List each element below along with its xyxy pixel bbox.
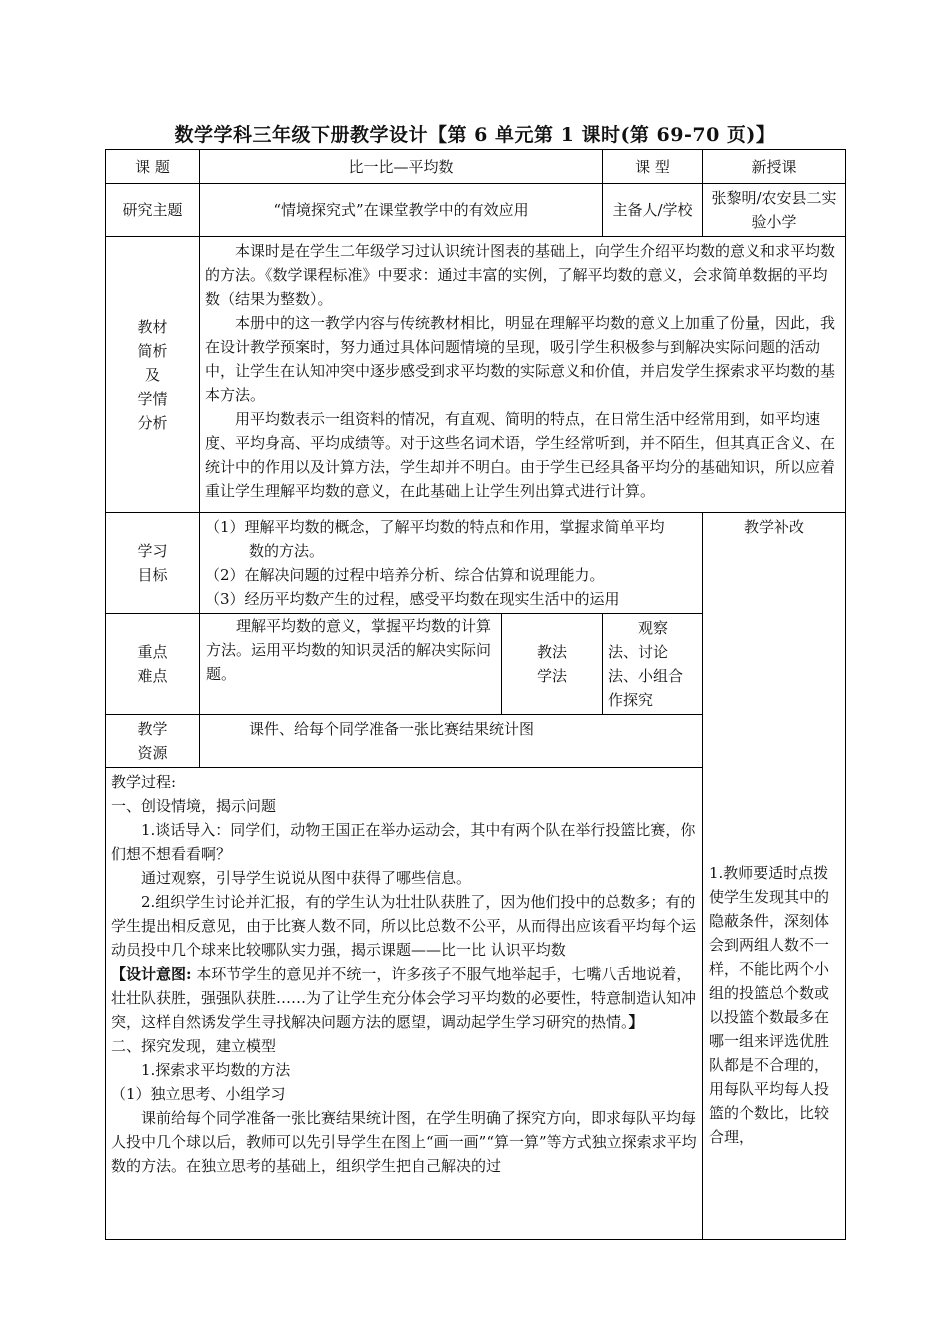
method-text xyxy=(603,614,703,715)
design-intent-end: 】 xyxy=(628,1013,644,1031)
method-paragraph: 观察法、讨论法、小组合作探究 xyxy=(608,619,684,709)
process-line: 课前给每个同学准备一张比赛结果统计图，在学生明确了探究方向，即求每队平均每人投中几个球以后，教师可以先引导学生在图上“画一画”“算一算”等方式独立探索求平均数的方法。在独立思考的基础上，组织学生把自己解决的过 xyxy=(111,1109,697,1175)
goals-label-line: 目标 xyxy=(137,566,168,584)
revision-column xyxy=(703,513,846,1240)
method-label xyxy=(502,614,603,715)
process-line: 一、创设情境，揭示问题 xyxy=(111,797,277,815)
analysis-paragraph: 用平均数表示一组资料的情况，有直观、简明的特点，在日常生活中经常用到，如平均速度、平均身高、平均成绩等。对于这些名词术语，学生经常听到，并不陌生，但其真正含义、在统计中的作用以及计算方法，学生却并不明白。由于学生已经具备平均分的基础知识，所以应着重让学生理解平均数的意义，在此基础上让学生列出算式进行计算。 xyxy=(205,410,836,500)
analysis-label-line: 简析 xyxy=(137,341,168,360)
row-theme xyxy=(106,184,846,237)
resources-label-line: 资源 xyxy=(137,744,168,762)
goal-item: （1）理解平均数的概念，了解平均数的特点和作用，掌握求简单平均 xyxy=(205,518,665,536)
focus-label-line: 难点 xyxy=(137,667,168,685)
page-title: 数学学科三年级下册教学设计【第 6 单元第 1 课时(第 69-70 页)】 xyxy=(174,124,776,146)
topic-value: 比一比—平均数 xyxy=(200,150,603,184)
resources-label xyxy=(106,715,200,768)
author-label: 主备人/学校 xyxy=(603,184,703,237)
resources-label-line: 教学 xyxy=(137,720,168,738)
analysis-label-line: 学情 xyxy=(137,389,168,408)
analysis-label-line: 分析 xyxy=(137,413,168,432)
focus-text xyxy=(200,614,502,715)
process-line: 二、探究发现，建立模型 xyxy=(111,1037,277,1055)
type-label: 课 型 xyxy=(603,150,703,184)
theme-label: 研究主题 xyxy=(106,184,200,237)
focus-label-line: 重点 xyxy=(137,643,168,661)
focus-label xyxy=(106,614,200,715)
revision-note: 1.教师要适时点拨使学生发现其中的隐蔽条件，深刻体会到两组人数不一样，不能比两个小组的投篮总个数或以投篮个数最多在哪一组来评选优胜队都是不合理的，用每队平均每人投篮的个数比，比较合理， xyxy=(709,864,830,1146)
resources-text xyxy=(200,715,703,768)
design-intent-label: 【设计意图: xyxy=(111,965,192,983)
focus-paragraph: 理解平均数的意义，掌握平均数的计算方法。运用平均数的知识灵活的解决实际问题。 xyxy=(206,617,492,683)
analysis-label-line: 及 xyxy=(144,365,160,384)
goals-text xyxy=(200,513,703,614)
theme-value: “情境探究式”在课堂教学中的有效应用 xyxy=(200,184,603,237)
process-line: 教学过程: xyxy=(111,773,177,791)
row-goals xyxy=(106,513,846,614)
author-value: 张黎明/农安县二实验小学 xyxy=(703,184,846,237)
design-intent-text: 本环节学生的意见并不统一，许多孩子不服气地举起手，七嘴八舌地说着，壮壮队获胜，强强队获胜……为了让学生充分体会学习平均数的必要性，特意制造认知冲突，这样自然诱发学生寻找解决问题方法的愿望，调动起学生学习研究的热情。 xyxy=(111,965,697,1031)
process-line: 通过观察，引导学生说说从图中获得了哪些信息。 xyxy=(141,869,472,887)
lesson-plan-table xyxy=(105,149,846,1240)
row-analysis xyxy=(106,237,846,513)
method-label-line: 学法 xyxy=(536,667,567,685)
process-line: （1）独立思考、小组学习 xyxy=(111,1085,286,1103)
row-topic xyxy=(106,150,846,184)
resources-paragraph: 课件、给每个同学准备一张比赛结果统计图 xyxy=(249,720,535,738)
goal-item: （2）在解决问题的过程中培养分析、综合估算和说理能力。 xyxy=(205,566,605,584)
analysis-paragraph: 本册中的这一教学内容与传统教材相比，明显在理解平均数的意义上加重了份量，因此，我在设计教学预案时，努力通过具体问题情境的呈现，吸引学生积极参与到解决实际问题的活动中，让学生在认知冲突中逐步感受到求平均数的实际意义和价值，并启发学生探索求平均数的基本方法。 xyxy=(205,314,836,404)
goals-label xyxy=(106,513,200,614)
process-line: 1.谈话导入：同学们，动物王国正在举办运动会，其中有两个队在举行投篮比赛，你们想不想看看啊？ xyxy=(111,821,696,863)
process-text xyxy=(106,768,703,1240)
method-label-line: 教法 xyxy=(536,643,567,661)
analysis-paragraph: 本课时是在学生二年级学习过认识统计图表的基础上，向学生介绍平均数的意义和求平均数的方法。《数学课程标准》中要求：通过丰富的实例，了解平均数的意义，会求简单数据的平均数（结果为整数）。 xyxy=(205,242,836,308)
process-line: 1.探索求平均数的方法 xyxy=(141,1061,291,1079)
revision-header: 教学补改 xyxy=(743,518,804,536)
analysis-label xyxy=(106,237,200,513)
type-value: 新授课 xyxy=(703,150,846,184)
goal-item: 数的方法。 xyxy=(249,542,325,560)
goals-label-line: 学习 xyxy=(137,542,168,560)
design-intent xyxy=(111,962,697,1034)
analysis-text xyxy=(200,237,846,513)
analysis-label-line: 教材 xyxy=(137,317,168,336)
process-line: 2.组织学生讨论并汇报，有的学生认为壮壮队获胜了，因为他们投中的总数多；有的学生提出相反意见，由于比赛人数不同，所以比总数不公平，从而得出应该看平均每个运动员投中几个球来比较哪队实力强，揭示课题——比一比 认识平均数 xyxy=(111,893,697,959)
topic-label: 课 题 xyxy=(106,150,200,184)
goal-item: （3）经历平均数产生的过程，感受平均数在现实生活中的运用 xyxy=(205,590,620,608)
